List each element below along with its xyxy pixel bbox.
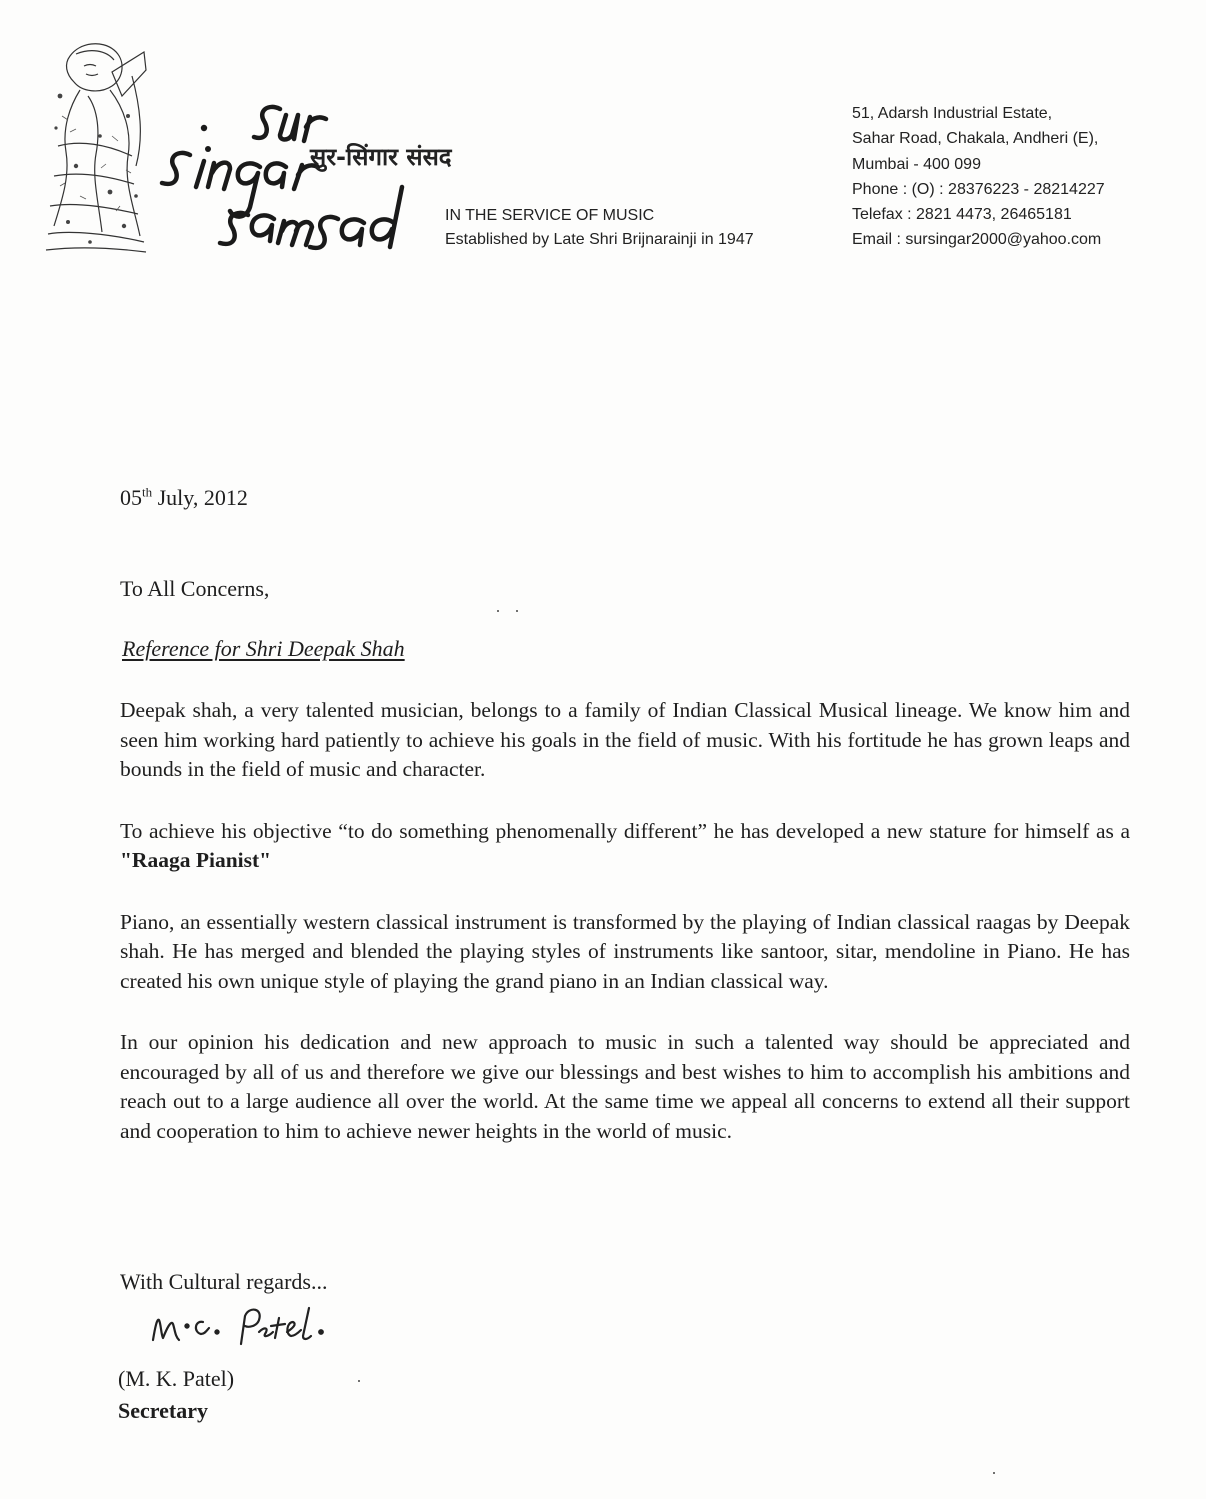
address-line: Sahar Road, Chakala, Andheri (E), [852,130,1099,148]
signatory-name: (M. K. Patel) [118,1366,235,1391]
raaga-pianist-title: "Raaga Pianist" [120,848,272,872]
date-day: 05 [120,485,142,510]
signatory-title: Secretary [118,1398,208,1423]
closing: With Cultural regards... [120,1269,328,1294]
scan-speck [516,610,518,612]
paragraph-2 [120,817,1130,876]
tagline: IN THE SERVICE OF MUSIC [445,207,655,224]
scan-speck [993,1472,995,1474]
date-rest: July, 2012 [152,485,248,510]
paragraph-4: In our opinion his dedication and new approach to music in such a talented way should be appreciated and encouraged by all of us and therefore we give our blessings and best wishes to him to accomplish his ambitions and reach out to a large audience all over the world. At the same time we appeal all concerns to extend all their support and cooperation to him to achieve newer heights in the world of music. [120,1030,1130,1143]
sur-singar-samsad-logo [150,95,450,265]
saraswati-emblem-icon [40,36,150,258]
email-line: Email : sursingar2000@yahoo.com [852,231,1102,249]
scan-speck [497,610,499,612]
date-suffix: th [142,484,153,500]
established-line: Established by Late Shri Brijnarainji in 1947 [445,231,754,248]
handwritten-signature [145,1298,375,1358]
hindi-organization-name: सुर-सिंगार संसद [310,143,452,171]
telefax-line: Telefax : 2821 4473, 26465181 [852,206,1072,224]
phone-line: Phone : (O) : 28376223 - 28214227 [852,180,1105,198]
letterhead [0,0,1206,270]
paragraph-3: Piano, an essentially western classical instrument is transformed by the playing of Indian classical raagas by Deepak shah. He has merged and blended the playing styles of instruments like santoor, sitar, mendoline in Piano. He has created his own unique style of playing the grand piano in an Indian classical way. [120,909,1130,993]
scan-speck [358,1380,360,1382]
tagline-block [445,204,754,252]
address-line: 51, Adarsh Industrial Estate, [852,105,1053,122]
paragraph-1: Deepak shah, a very talented musician, belongs to a family of Indian Classical Musical lineage. We know him and seen him working hard patiently to achieve his goals in the field of music. With his fortitude he has grown leaps and bounds in the field of music and character. [120,698,1130,781]
address-line: Mumbai - 400 099 [852,155,981,173]
letter-body [120,696,1130,1178]
subject-line: Reference for Shri Deepak Shah [122,636,405,661]
salutation: To All Concerns, [120,576,270,601]
address-block [852,101,1105,253]
paragraph-2-text: To achieve his objective “to do something phenomenally different” he has developed a new stature for himself as a [120,818,1130,843]
letter-date [120,485,248,511]
